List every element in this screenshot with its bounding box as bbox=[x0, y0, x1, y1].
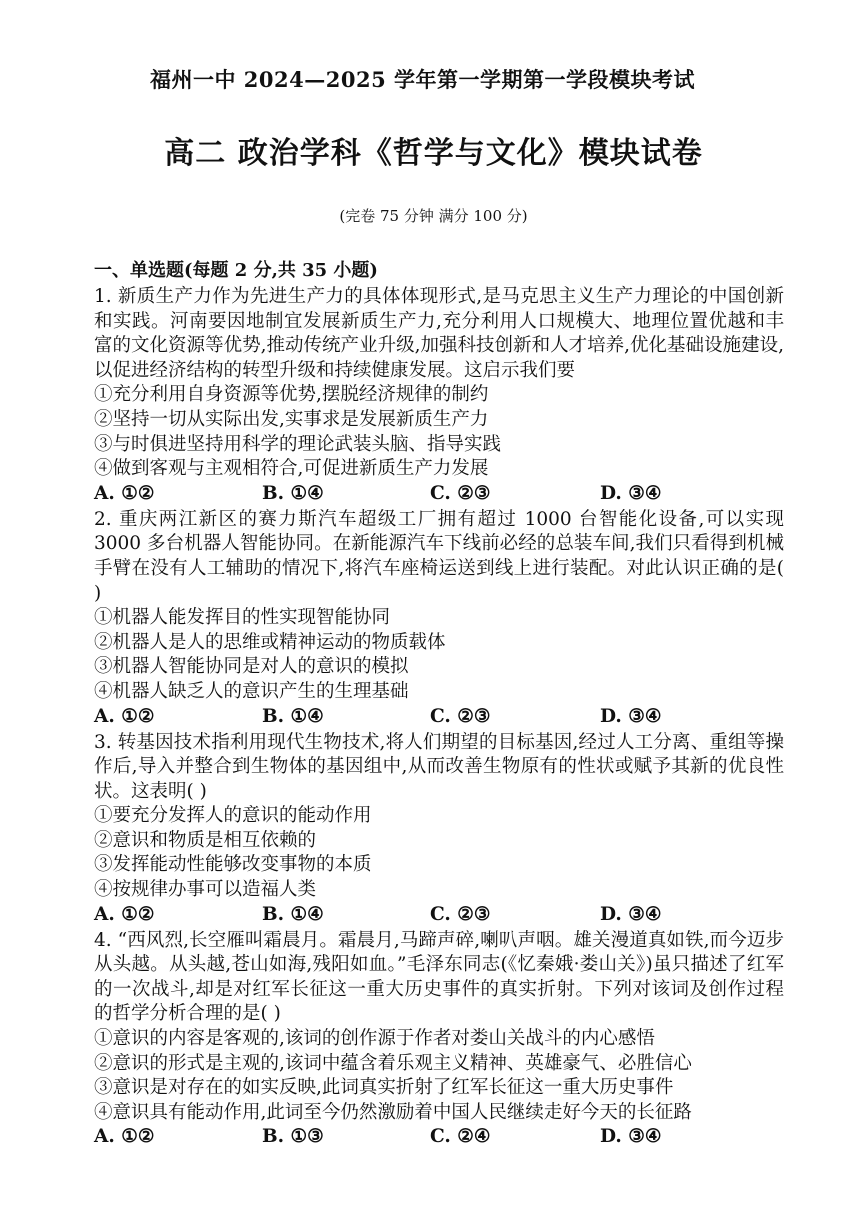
answer-choice-c: C. ②③ bbox=[430, 482, 491, 504]
school-exam-line: 福州一中 2024—2025 学年第一学期第一学段模块考试 bbox=[150, 67, 696, 92]
answer-choice-d: D. ③④ bbox=[600, 482, 662, 504]
statement: ④按规律办事可以造福人类 bbox=[94, 879, 317, 901]
answer-choice-d: D. ③④ bbox=[600, 903, 662, 925]
statement: ④意识具有能动作用,此词至今仍然激励着中国人民继续走好今天的长征路 bbox=[94, 1101, 692, 1123]
answer-choice-b: B. ①④ bbox=[262, 903, 324, 925]
answer-choice-b: B. ①④ bbox=[262, 705, 324, 727]
statement: ③意识是对存在的如实反映,此词真实折射了红军长征这一重大历史事件 bbox=[94, 1077, 674, 1099]
question-1 bbox=[94, 285, 784, 508]
statement: ①要充分发挥人的意识的能动作用 bbox=[94, 805, 372, 827]
answer-choice-c: C. ②③ bbox=[430, 903, 491, 925]
question-stem: 1. 新质生产力作为先进生产力的具体体现形式,是马克思主义生产力理论的中国创新和实践。河南要因地制宜发展新质生产力,充分利用人口规模大、地理位置优越和丰富的文化资源等优势,推动传统产业升级,加强科技创新和人才培养,优化基础设施建设,以促进经济结构的转型升级和持续健康发展。这启示我们要 bbox=[94, 286, 784, 381]
question-stem: 4. “西风烈,长空雁叫霜晨月。霜晨月,马蹄声碎,喇叭声咽。雄关漫道真如铁,而今迈步从头越。从头越,苍山如海,残阳如血。”毛泽东同志(《忆秦娥·娄山关》)虽只描述了红军的一次战斗,却是对红军长征这一重大历史事件的真实折射。下列对该词及创作过程的哲学分析合理的是( ) bbox=[94, 929, 784, 1025]
answer-choice-a: A. ①② bbox=[94, 1126, 155, 1148]
statement: ①充分利用自身资源等优势,摆脱经济规律的制约 bbox=[94, 384, 489, 406]
statement: ④做到客观与主观相符合,可促进新质生产力发展 bbox=[94, 458, 489, 480]
statement: ③机器人智能协同是对人的意识的模拟 bbox=[94, 656, 409, 678]
answer-choice-c: C. ②④ bbox=[430, 1126, 491, 1148]
answer-choice-c: C. ②③ bbox=[430, 705, 491, 727]
question-4 bbox=[94, 929, 784, 1152]
statement: ②意识的形式是主观的,该词中蕴含着乐观主义精神、英雄豪气、必胜信心 bbox=[94, 1052, 692, 1074]
statement: ③发挥能动性能够改变事物的本质 bbox=[94, 854, 372, 876]
statement: ②机器人是人的思维或精神运动的物质载体 bbox=[94, 631, 446, 653]
answer-choice-b: B. ①④ bbox=[262, 482, 324, 504]
question-stem: 2. 重庆两江新区的赛力斯汽车超级工厂拥有超过 1000 台智能化设备,可以实现 3000 多台机器人智能协同。在新能源汽车下线前必经的总装车间,我们只看得到机械手臂在没有人工辅助的情况下,将汽车座椅运送到线上进行装配。对此认识正确的是( ) bbox=[94, 508, 784, 604]
answer-choices bbox=[94, 903, 784, 929]
answer-choice-a: A. ①② bbox=[94, 482, 155, 504]
answer-choices bbox=[94, 1125, 784, 1151]
statement: ③与时俱进坚持用科学的理论武装头脑、指导实践 bbox=[94, 433, 502, 455]
answer-choice-a: A. ①② bbox=[94, 705, 155, 727]
statement: ①意识的内容是客观的,该词的创作源于作者对娄山关战斗的内心感悟 bbox=[94, 1028, 655, 1050]
statement: ②坚持一切从实际出发,实事求是发展新质生产力 bbox=[94, 408, 489, 430]
exam-duration-score: (完卷 75 分钟 满分 100 分) bbox=[339, 207, 528, 225]
answer-choice-d: D. ③④ bbox=[600, 1126, 662, 1148]
question-stem: 3. 转基因技术指利用现代生物技术,将人们期望的目标基因,经过人工分离、重组等操作后,导入并整合到生物体的基因组中,从而改善生物原有的性状或赋予其新的优良性状。这表明( ) bbox=[94, 731, 784, 802]
answer-choices bbox=[94, 482, 784, 508]
answer-choices bbox=[94, 705, 784, 731]
question-3 bbox=[94, 731, 784, 929]
exam-title: 高二 政治学科《哲学与文化》模块试卷 bbox=[164, 136, 703, 171]
question-2 bbox=[94, 508, 784, 731]
answer-choice-d: D. ③④ bbox=[600, 705, 662, 727]
answer-choice-a: A. ①② bbox=[94, 903, 155, 925]
question-list bbox=[94, 257, 784, 1151]
statement: ①机器人能发挥目的性实现智能协同 bbox=[94, 607, 391, 629]
answer-choice-b: B. ①③ bbox=[262, 1126, 324, 1148]
statement: ②意识和物质是相互依赖的 bbox=[94, 829, 317, 851]
section-heading: 一、单选题(每题 2 分,共 35 小题) bbox=[94, 260, 378, 281]
statement: ④机器人缺乏人的意识产生的生理基础 bbox=[94, 680, 409, 702]
